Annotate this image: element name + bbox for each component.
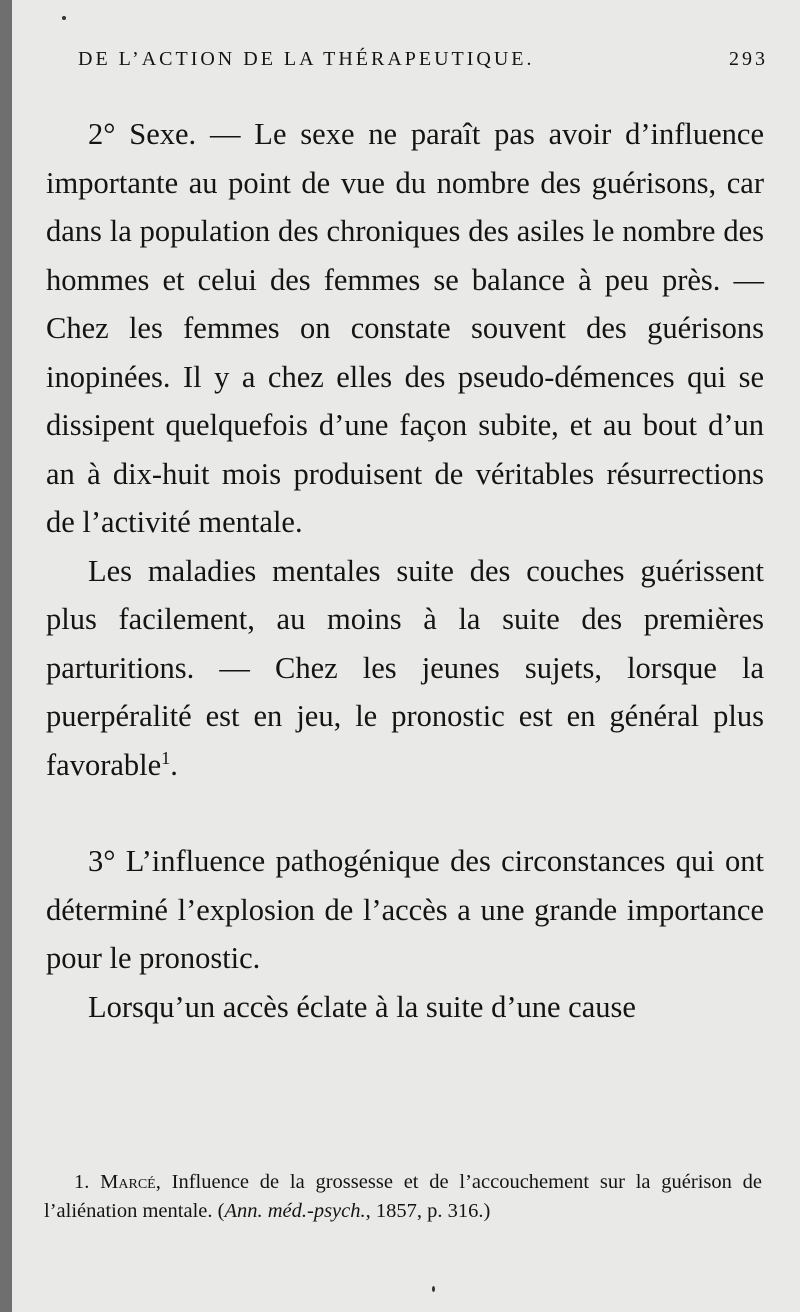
footnote-number: 1. [74,1171,90,1193]
footnote [44,1168,762,1226]
running-head [78,48,768,71]
footnote-journal: Ann. méd.-psych. [224,1200,366,1222]
footnote-text [44,1168,762,1226]
footnote-reference[interactable]: 1 [161,747,171,768]
body-text [46,110,764,1031]
footnote-citation-end: , 1857, p. 316.) [365,1200,491,1222]
book-page [12,0,800,1312]
paragraph-puerperal-text: Les maladies mentales suite des couches guérissent plus facilement, au moins à la suite des premières parturitions. — Chez les jeunes sujets, lorsque la puerpéralité est en jeu, le pronostic est en général plus favorable [46,553,764,782]
paragraph-sex: 2° Sexe. — Le sexe ne paraît pas avoir d’influence importante au point de vue du nombre des guérisons, car dans la population des chroniques des asiles le nombre des hommes et celui des femmes se balance à peu près. — Chez les femmes on constate souvent des guérisons inopinées. Il y a chez elles des pseudo-démences qui se dissipent quelquefois d’une façon subite, et au bout d’un an à dix-huit mois produisent de véritables résurrections de l’activité mentale. [46,117,764,539]
paragraph-cause: Lorsqu’un accès éclate à la suite d’une cause [88,989,636,1024]
footnote-author: Marcé [100,1171,156,1193]
footnote-body: , Influence de la grossesse et de l’accouchement sur la guérison de l’aliénation mentale. ( [44,1171,763,1222]
paper-speck [62,16,66,20]
page-number: 293 [729,48,768,70]
paragraph-puerperal [46,547,764,790]
running-title: DE L’ACTION DE LA THÉRAPEUTIQUE. [78,48,535,70]
paragraph-circumstances: 3° L’influence pathogénique des circonstances qui ont déterminé l’explosion de l’accès a une grande importance pour le pronostic. [46,844,764,975]
paper-speck [432,1286,435,1292]
paragraph-puerperal-end: . [170,747,178,782]
